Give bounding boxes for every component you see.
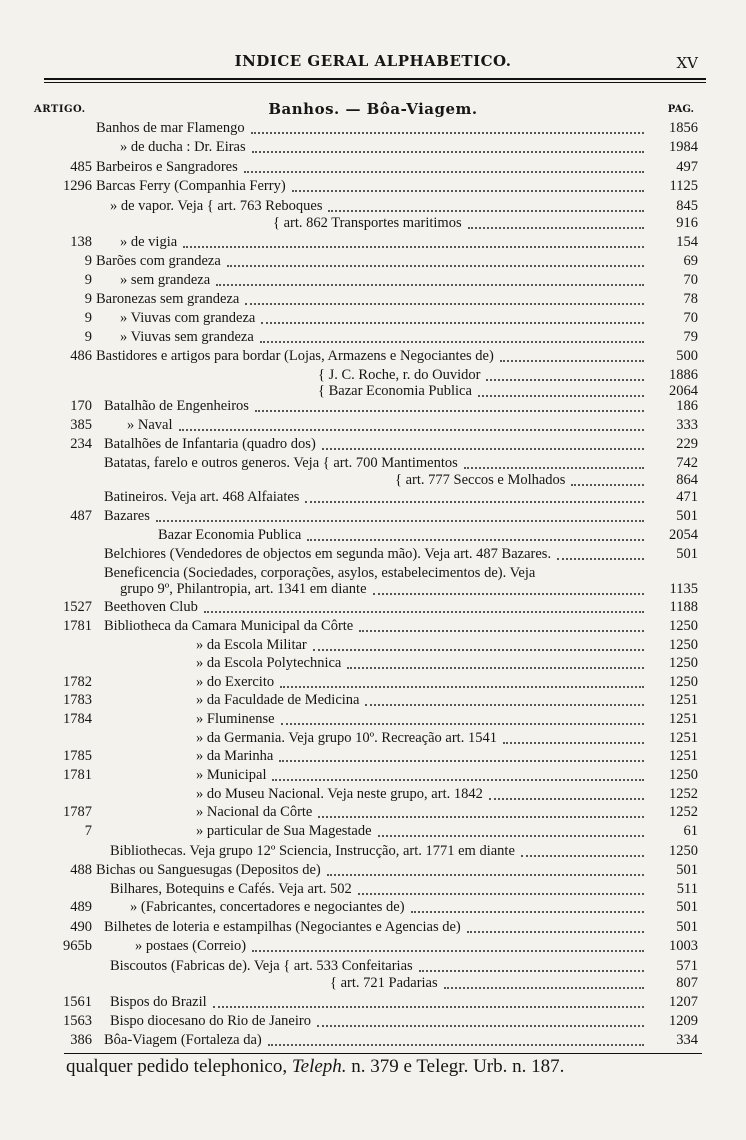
page-ref: 1251 — [669, 692, 698, 708]
page-ref: 1209 — [669, 1013, 698, 1029]
index-row — [0, 215, 746, 234]
entry-description: » de vigia — [120, 234, 178, 250]
header-rule — [44, 78, 706, 80]
leader-dots — [557, 558, 644, 560]
entry-description: { art. 777 Seccos e Molhados — [395, 472, 566, 488]
page-ref: 1250 — [669, 767, 698, 783]
index-row — [0, 804, 746, 823]
index-row — [0, 120, 746, 139]
index-row — [0, 178, 746, 197]
entry-description: Bibliothecas. Veja grupo 12º Sciencia, Instrucção, art. 1771 em diante — [110, 843, 515, 859]
artigo-number: 490 — [70, 919, 92, 935]
page-ref: 500 — [676, 348, 698, 364]
leader-dots — [261, 322, 644, 324]
footer-line — [66, 1056, 564, 1078]
artigo-number: 385 — [70, 417, 92, 433]
leader-dots — [322, 448, 644, 450]
leader-dots — [317, 1025, 644, 1027]
index-row — [0, 767, 746, 786]
index-row — [0, 527, 746, 546]
page-ref: 1251 — [669, 711, 698, 727]
entry-description: » de vapor. Veja { art. 763 Reboques — [110, 198, 323, 214]
artigo-number: 965b — [63, 938, 92, 954]
footer-italic: Teleph. — [291, 1056, 347, 1077]
artigo-number: 9 — [84, 253, 92, 269]
index-row — [0, 711, 746, 730]
leader-dots — [281, 723, 644, 725]
leader-dots — [244, 171, 644, 173]
entry-description: grupo 9º, Philantropia, art. 1341 em diante — [120, 581, 367, 597]
page-ref: 2054 — [669, 527, 698, 543]
page-ref: 1125 — [669, 178, 698, 194]
entry-description: Bôa-Viagem (Fortaleza da) — [104, 1032, 262, 1048]
entry-description: Barbeiros e Sangradores — [96, 159, 238, 175]
index-row — [0, 655, 746, 674]
index-row — [0, 398, 746, 417]
entry-description: Batineiros. Veja art. 468 Alfaiates — [104, 489, 300, 505]
entry-description: Bastidores e artigos para bordar (Lojas, Armazens e Negociantes de) — [96, 348, 494, 364]
artigo-number: 489 — [70, 899, 92, 915]
index-row — [0, 938, 746, 957]
leader-dots — [252, 950, 644, 952]
page-ref: 1984 — [669, 139, 698, 155]
page-ref: 1252 — [669, 786, 698, 802]
page-ref: 864 — [676, 472, 698, 488]
entry-description: » do Exercito — [196, 674, 275, 690]
page-ref: 79 — [683, 329, 698, 345]
leader-dots — [313, 649, 644, 651]
index-row — [0, 862, 746, 881]
leader-dots — [255, 410, 644, 412]
page-ref: 845 — [676, 198, 698, 214]
entry-description: » Municipal — [196, 767, 267, 783]
index-row — [0, 994, 746, 1013]
index-row — [0, 310, 746, 329]
leader-dots — [464, 467, 644, 469]
index-row — [0, 253, 746, 272]
artigo-number: 1783 — [63, 692, 92, 708]
index-row — [0, 823, 746, 842]
index-row — [0, 975, 746, 994]
entry-description: Bazar Economia Publica — [158, 527, 302, 543]
artigo-number: 138 — [70, 234, 92, 250]
leader-dots — [179, 429, 644, 431]
page-ref: 1886 — [669, 367, 698, 383]
artigo-number: 9 — [84, 272, 92, 288]
artigo-number: 1563 — [63, 1013, 92, 1029]
page-ref: 1251 — [669, 748, 698, 764]
leader-dots — [252, 151, 644, 153]
index-row — [0, 348, 746, 367]
page-ref: 501 — [676, 508, 698, 524]
index-row — [0, 272, 746, 291]
leader-dots — [328, 210, 644, 212]
leader-dots — [489, 798, 644, 800]
artigo-number: 485 — [70, 159, 92, 175]
entry-description: » Naval — [127, 417, 173, 433]
artigo-number: 1787 — [63, 804, 92, 820]
entry-description: » da Germania. Veja grupo 10º. Recreação art. 1541 — [196, 730, 497, 746]
leader-dots — [245, 303, 644, 305]
index-row — [0, 329, 746, 348]
artigo-number: 1784 — [63, 711, 92, 727]
artigo-number: 9 — [84, 329, 92, 345]
leader-dots — [251, 132, 644, 134]
page-ref: 186 — [676, 398, 698, 414]
page-ref: 1003 — [669, 938, 698, 954]
artigo-number: 1781 — [63, 767, 92, 783]
leader-dots — [156, 520, 644, 522]
artigo-number: 1782 — [63, 674, 92, 690]
entry-description: » de ducha : Dr. Eiras — [120, 139, 246, 155]
entry-description: » (Fabricantes, concertadores e negociantes de) — [130, 899, 405, 915]
page-ref: 1188 — [669, 599, 698, 615]
index-row — [0, 599, 746, 618]
footer-prefix: qualquer pedido telephonico, — [66, 1056, 288, 1077]
page-ref: 333 — [676, 417, 698, 433]
index-row — [0, 234, 746, 253]
entry-description: Barcas Ferry (Companhia Ferry) — [96, 178, 286, 194]
entry-description: Batatas, farelo e outros generos. Veja { art. 700 Mantimentos — [104, 455, 458, 471]
page-ref: 1251 — [669, 730, 698, 746]
entry-description: Beneficencia (Sociedades, corporações, asylos, estabelecimentos de). Veja — [104, 565, 536, 581]
leader-dots — [183, 246, 644, 248]
entry-description: » Fluminense — [196, 711, 275, 727]
page-ref: 70 — [683, 310, 698, 326]
entry-description: Batalhão de Engenheiros — [104, 398, 249, 414]
entry-description: » do Museu Nacional. Veja neste grupo, art. 1842 — [196, 786, 483, 802]
page-ref: 229 — [676, 436, 698, 452]
leader-dots — [213, 1006, 644, 1008]
page-ref: 154 — [676, 234, 698, 250]
artigo-number: 386 — [70, 1032, 92, 1048]
entry-description: » Viuvas com grandeza — [120, 310, 256, 326]
leader-dots — [444, 987, 644, 989]
leader-dots — [318, 816, 644, 818]
artigo-number: 486 — [70, 348, 92, 364]
page-ref: 1250 — [669, 637, 698, 653]
entry-description: { J. C. Roche, r. do Ouvidor — [318, 367, 481, 383]
index-row — [0, 899, 746, 918]
page-ref: 78 — [683, 291, 698, 307]
page-ref: 501 — [676, 899, 698, 915]
leader-dots — [216, 284, 644, 286]
page-ref: 2064 — [669, 383, 698, 399]
index-row — [0, 692, 746, 711]
entry-description: » da Marinha — [196, 748, 274, 764]
entry-description: » da Faculdade de Medicina — [196, 692, 360, 708]
page-ref: 1135 — [669, 581, 698, 597]
index-row — [0, 843, 746, 862]
column-header-artigo: ARTIGO. — [34, 104, 86, 115]
index-row — [0, 546, 746, 565]
page-ref: 571 — [676, 958, 698, 974]
page-ref: 1207 — [669, 994, 698, 1010]
artigo-number: 1527 — [63, 599, 92, 615]
index-row — [0, 618, 746, 637]
entry-description: » Viuvas sem grandeza — [120, 329, 254, 345]
entry-description: Beethoven Club — [104, 599, 198, 615]
entry-description: Banhos de mar Flamengo — [96, 120, 245, 136]
page-ref: 69 — [683, 253, 698, 269]
page-number: XV — [676, 54, 698, 72]
entry-description: » particular de Sua Magestade — [196, 823, 372, 839]
header-rule-thin — [44, 82, 706, 83]
entry-description: Bilhetes de loteria e estampilhas (Negociantes e Agencias de) — [104, 919, 461, 935]
artigo-number: 1561 — [63, 994, 92, 1010]
entry-description: » Nacional da Côrte — [196, 804, 313, 820]
entry-description: » da Escola Militar — [196, 637, 307, 653]
leader-dots — [378, 835, 644, 837]
index-row — [0, 1013, 746, 1032]
index-row — [0, 417, 746, 436]
artigo-number: 7 — [84, 823, 92, 839]
entry-description: Belchiores (Vendedores de objectos em segunda mão). Veja art. 487 Bazares. — [104, 546, 552, 562]
entry-description: Bilhares, Botequins e Cafés. Veja art. 502 — [110, 881, 352, 897]
entry-description: Bazares — [104, 508, 150, 524]
artigo-number: 1296 — [63, 178, 92, 194]
entry-description: Barões com grandeza — [96, 253, 221, 269]
leader-dots — [305, 501, 644, 503]
index-row — [0, 786, 746, 805]
entry-description: { Bazar Economia Publica — [318, 383, 472, 399]
index-row — [0, 581, 746, 600]
page-ref: 807 — [676, 975, 698, 991]
page-ref: 70 — [683, 272, 698, 288]
page-ref: 1250 — [669, 618, 698, 634]
artigo-number: 9 — [84, 310, 92, 326]
entry-description: Biscoutos (Fabricas de). Veja { art. 533 Confeitarias — [110, 958, 413, 974]
footer-suffix: n. 379 e Telegr. Urb. n. 187. — [351, 1056, 565, 1077]
leader-dots — [358, 893, 644, 895]
page-ref: 742 — [676, 455, 698, 471]
leader-dots — [280, 686, 644, 688]
index-row — [0, 139, 746, 158]
index-row — [0, 1032, 746, 1051]
index-row — [0, 730, 746, 749]
leader-dots — [373, 593, 644, 595]
entry-description: » postaes (Correio) — [135, 938, 247, 954]
page-ref: 916 — [676, 215, 698, 231]
entry-description: Bispo diocesano do Rio de Janeiro — [110, 1013, 311, 1029]
leader-dots — [260, 341, 644, 343]
artigo-number: 170 — [70, 398, 92, 414]
page-ref: 1856 — [669, 120, 698, 136]
leader-dots — [521, 855, 644, 857]
page-ref: 1250 — [669, 655, 698, 671]
entry-description: Bibliotheca da Camara Municipal da Côrte — [104, 618, 354, 634]
leader-dots — [347, 667, 644, 669]
leader-dots — [571, 484, 644, 486]
page-ref: 497 — [676, 159, 698, 175]
page-ref: 511 — [676, 881, 698, 897]
leader-dots — [478, 395, 644, 397]
section-title: Banhos. — Bôa-Viagem. — [268, 100, 478, 118]
leader-dots — [467, 931, 644, 933]
entry-description: { art. 862 Transportes maritimos — [273, 215, 462, 231]
artigo-number: 487 — [70, 508, 92, 524]
page-ref: 1252 — [669, 804, 698, 820]
index-row — [0, 919, 746, 938]
entry-description: » da Escola Polytechnica — [196, 655, 342, 671]
artigo-number: 1785 — [63, 748, 92, 764]
entry-description: Bispos do Brazil — [110, 994, 207, 1010]
leader-dots — [411, 911, 644, 913]
leader-dots — [419, 970, 644, 972]
leader-dots — [500, 360, 644, 362]
page-ref: 501 — [676, 546, 698, 562]
index-row — [0, 508, 746, 527]
entry-description: { art. 721 Padarias — [330, 975, 438, 991]
leader-dots — [268, 1044, 644, 1046]
page-ref: 61 — [683, 823, 698, 839]
leader-dots — [365, 704, 644, 706]
page-header-title: INDICE GERAL ALPHABETICO. — [234, 52, 512, 70]
page-ref: 471 — [676, 489, 698, 505]
index-row — [0, 489, 746, 508]
leader-dots — [503, 742, 644, 744]
index-row — [0, 436, 746, 455]
column-header-pag: PAG. — [667, 104, 694, 115]
leader-dots — [359, 630, 644, 632]
index-row — [0, 881, 746, 900]
leader-dots — [279, 760, 644, 762]
leader-dots — [272, 779, 644, 781]
footer-rule — [64, 1053, 702, 1054]
index-row — [0, 637, 746, 656]
page-ref: 501 — [676, 919, 698, 935]
index-row — [0, 291, 746, 310]
artigo-number: 234 — [70, 436, 92, 452]
index-row — [0, 159, 746, 178]
entry-description: Bichas ou Sanguesugas (Depositos de) — [96, 862, 321, 878]
leader-dots — [468, 227, 644, 229]
leader-dots — [307, 539, 644, 541]
leader-dots — [227, 265, 644, 267]
page-ref: 1250 — [669, 843, 698, 859]
leader-dots — [486, 379, 644, 381]
index-row — [0, 674, 746, 693]
leader-dots — [327, 874, 644, 876]
page-ref: 501 — [676, 862, 698, 878]
entry-description: » sem grandeza — [120, 272, 211, 288]
artigo-number: 1781 — [63, 618, 92, 634]
leader-dots — [204, 611, 644, 613]
artigo-number: 488 — [70, 862, 92, 878]
leader-dots — [292, 190, 644, 192]
page-ref: 1250 — [669, 674, 698, 690]
page-ref: 334 — [676, 1032, 698, 1048]
index-row — [0, 748, 746, 767]
artigo-number: 9 — [84, 291, 92, 307]
entry-description: Batalhões de Infantaria (quadro dos) — [104, 436, 316, 452]
entry-description: Baronezas sem grandeza — [96, 291, 240, 307]
